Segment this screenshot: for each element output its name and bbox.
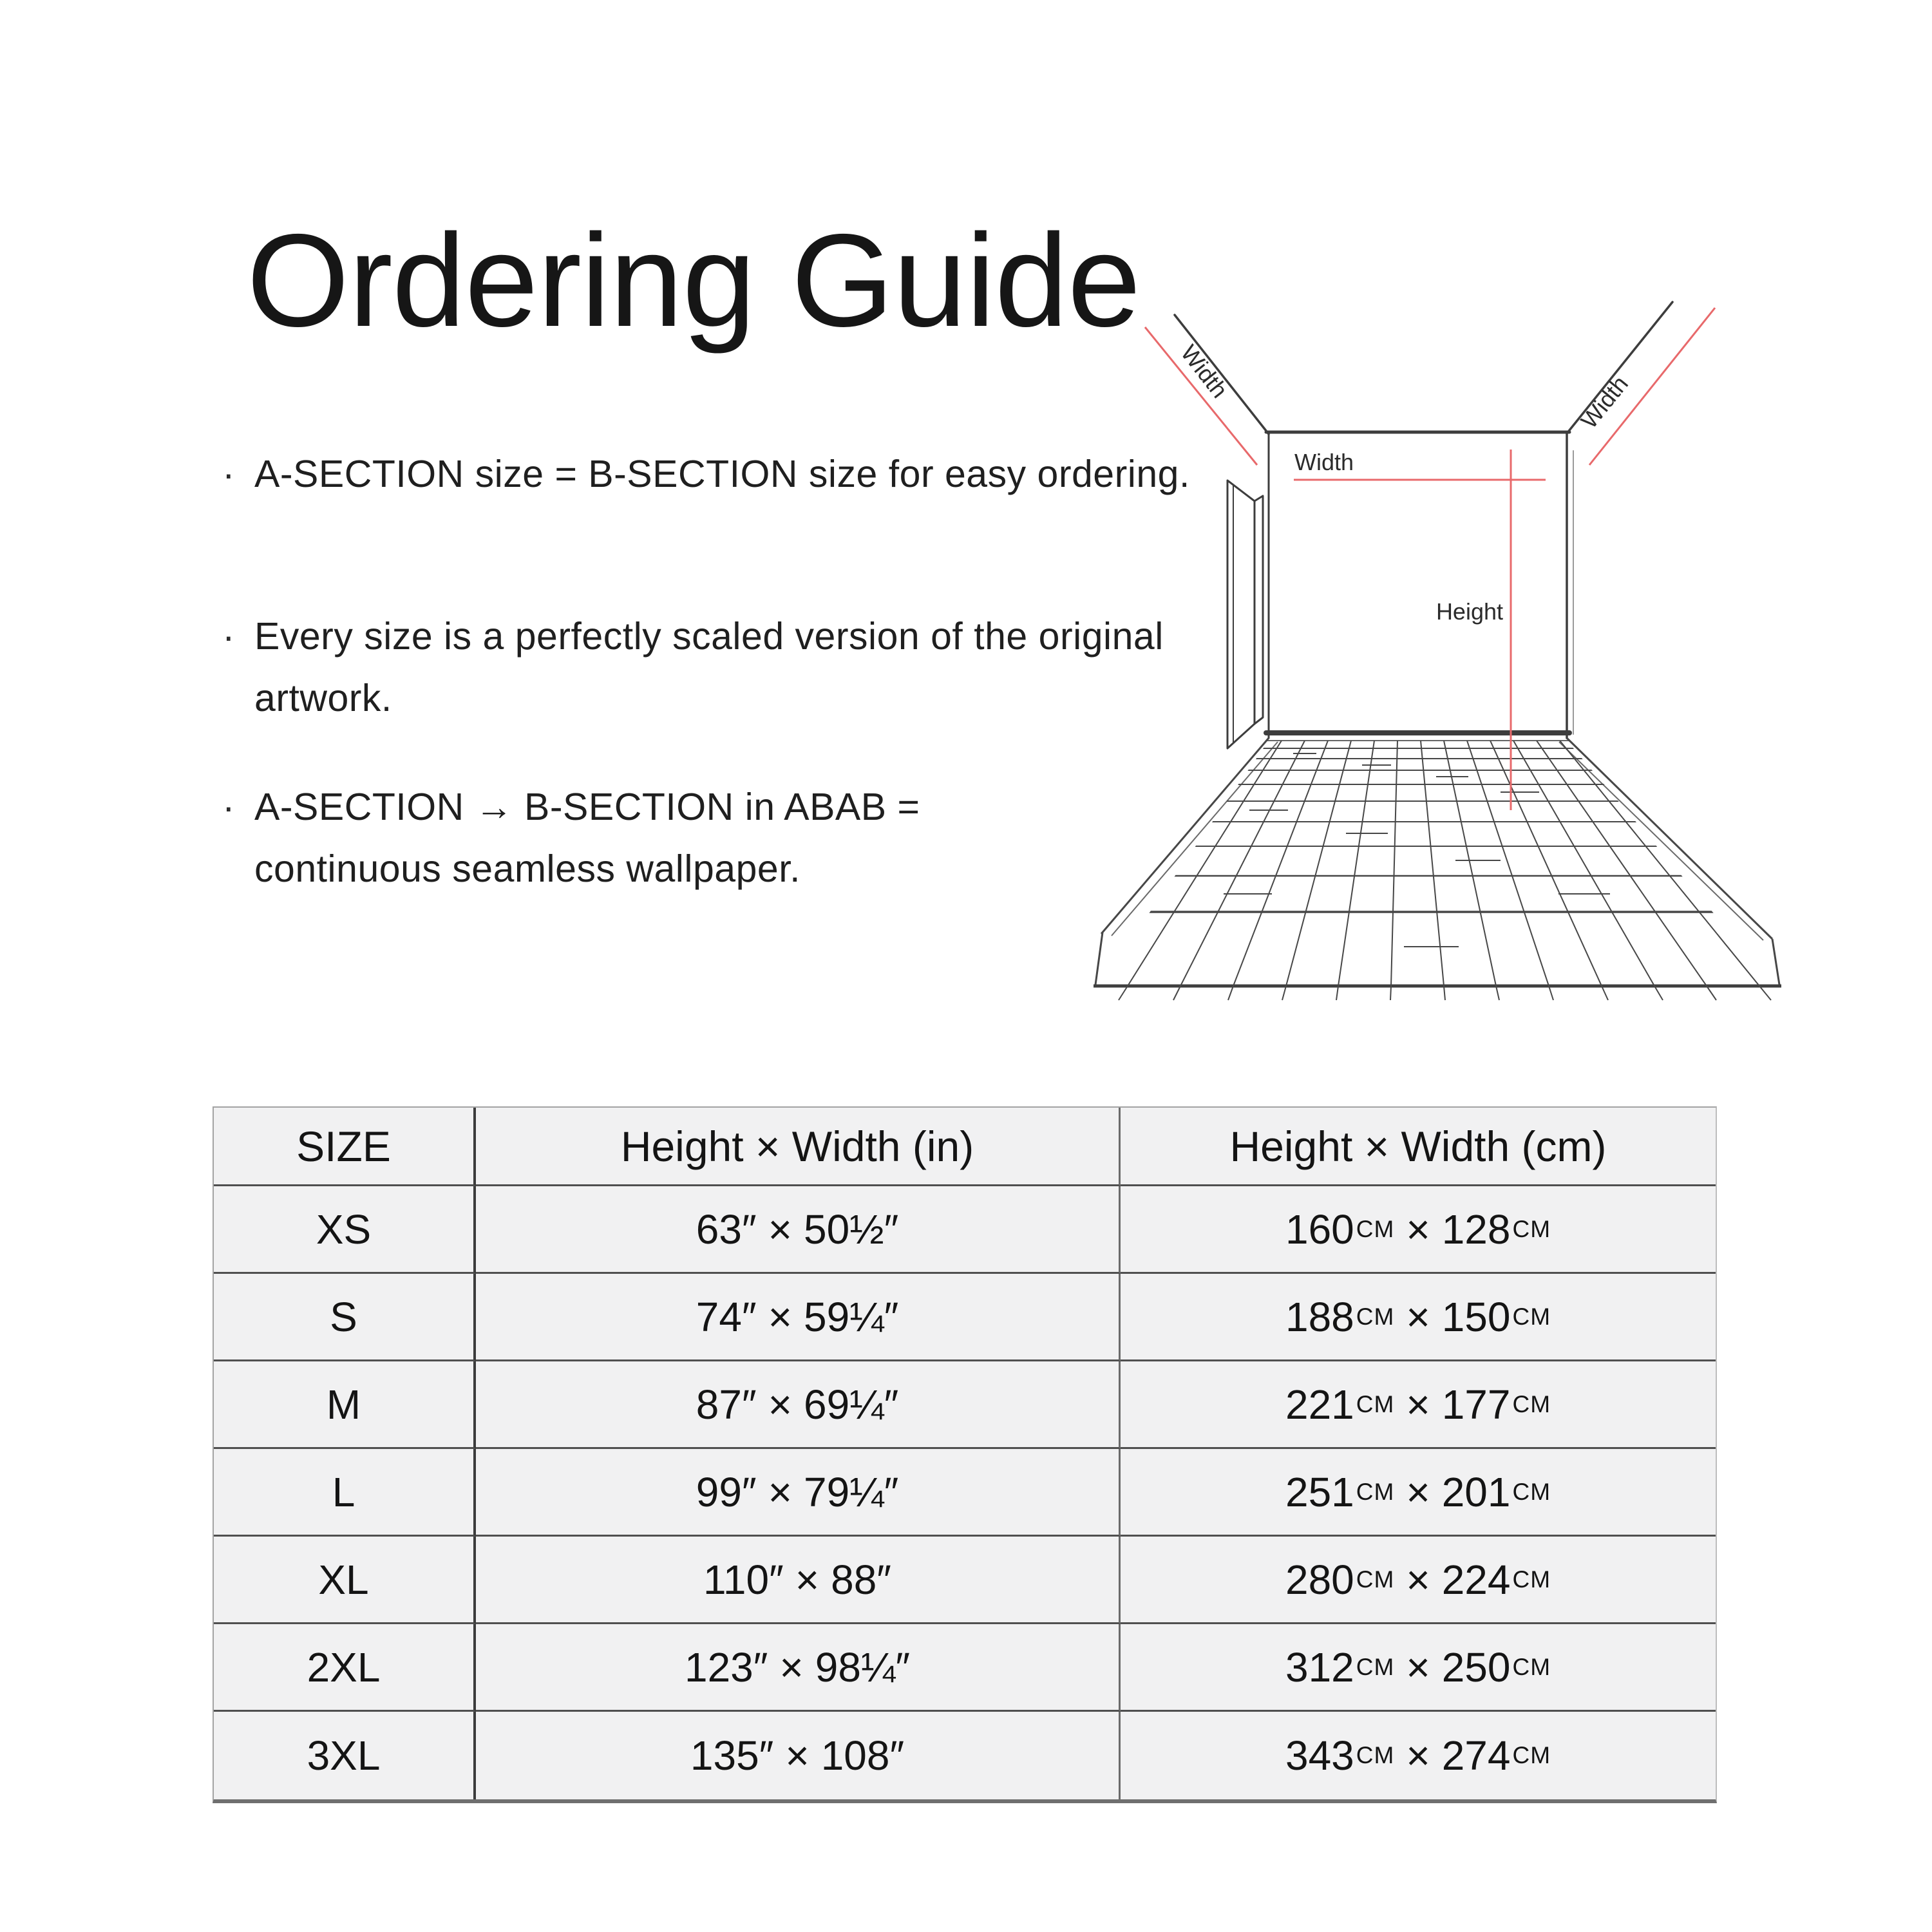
table-header-cm: Height × Width (cm) xyxy=(1121,1108,1716,1186)
bullet-marker: · xyxy=(222,786,236,828)
inches-value xyxy=(476,1624,1121,1712)
cm-unit: CM xyxy=(1512,1566,1551,1593)
bullet-text: Every size is a perfectly scaled version of the original artwork. xyxy=(254,615,1164,719)
inches-width: 50½″ xyxy=(804,1206,899,1253)
cm-value xyxy=(1121,1624,1716,1712)
bullet-marker: · xyxy=(222,615,236,658)
times-sign: × xyxy=(768,1293,792,1340)
inches-value xyxy=(476,1537,1121,1624)
floor-edge-left-inner xyxy=(1112,742,1278,936)
inches-value xyxy=(476,1186,1121,1274)
inches-width: 59¼″ xyxy=(804,1293,899,1340)
inches-width: 98¼″ xyxy=(815,1643,911,1690)
size-label: 2XL xyxy=(214,1624,476,1712)
cm-unit: CM xyxy=(1356,1653,1395,1680)
times-sign: × xyxy=(1406,1468,1430,1515)
inches-value xyxy=(476,1274,1121,1361)
cm-unit: CM xyxy=(1356,1566,1395,1593)
times-sign: × xyxy=(1406,1643,1430,1690)
door xyxy=(1227,480,1263,748)
inches-width: 69¼″ xyxy=(804,1381,899,1428)
cm-unit: CM xyxy=(1512,1303,1551,1330)
cm-height: 188 xyxy=(1285,1293,1354,1340)
cm-width: 177 xyxy=(1441,1381,1511,1428)
door-front xyxy=(1227,480,1255,748)
cm-width: 250 xyxy=(1441,1643,1511,1690)
table-header-size: SIZE xyxy=(214,1108,476,1186)
width-label-wall: Width xyxy=(1294,449,1354,475)
floor-edge-right-inner xyxy=(1559,742,1763,940)
floor-edge-right-low xyxy=(1772,939,1779,985)
cm-height: 343 xyxy=(1285,1732,1354,1779)
cm-value xyxy=(1121,1186,1716,1274)
cm-unit: CM xyxy=(1356,1303,1395,1330)
floor-edge-left xyxy=(1101,738,1269,934)
times-sign: × xyxy=(768,1381,792,1428)
inches-height: 135″ xyxy=(690,1732,774,1779)
cm-value xyxy=(1121,1537,1716,1624)
cm-width: 224 xyxy=(1441,1556,1511,1603)
inches-value xyxy=(476,1449,1121,1537)
cm-unit: CM xyxy=(1356,1478,1395,1505)
floor-edge-right xyxy=(1567,738,1772,939)
cm-unit: CM xyxy=(1356,1215,1395,1242)
times-sign: × xyxy=(1406,1293,1430,1340)
cm-unit: CM xyxy=(1356,1390,1395,1417)
size-label: XS xyxy=(214,1186,476,1274)
cm-width: 150 xyxy=(1441,1293,1511,1340)
height-label: Height xyxy=(1435,598,1503,625)
times-sign: × xyxy=(768,1206,792,1253)
size-label: M xyxy=(214,1361,476,1449)
cm-width: 128 xyxy=(1441,1206,1511,1253)
cm-unit: CM xyxy=(1512,1215,1551,1242)
size-table xyxy=(213,1106,1717,1803)
times-sign: × xyxy=(768,1468,792,1515)
cm-unit: CM xyxy=(1512,1653,1551,1680)
width-label-right: Width xyxy=(1575,370,1634,434)
table-header-inches: Height × Width (in) xyxy=(476,1108,1121,1186)
inches-height: 63″ xyxy=(696,1206,757,1253)
cm-value xyxy=(1121,1449,1716,1537)
bullet-text: A-SECTION size = B-SECTION size for easy ordering. xyxy=(254,453,1190,495)
size-label: L xyxy=(214,1449,476,1537)
times-sign: × xyxy=(1406,1206,1430,1253)
cm-height: 251 xyxy=(1285,1468,1354,1515)
cm-width: 201 xyxy=(1441,1468,1511,1515)
inches-width: 108″ xyxy=(820,1732,905,1779)
inches-value xyxy=(476,1712,1121,1799)
cm-unit: CM xyxy=(1512,1742,1551,1768)
door-side xyxy=(1255,496,1263,724)
cm-value xyxy=(1121,1361,1716,1449)
inches-width: 88″ xyxy=(831,1556,891,1603)
width-label-left: Width xyxy=(1175,339,1233,403)
times-sign: × xyxy=(1406,1381,1430,1428)
cm-height: 221 xyxy=(1285,1381,1354,1428)
bullet-text: A-SECTION → B-SECTION in ABAB = continuous seamless wallpaper. xyxy=(254,786,920,890)
times-sign: × xyxy=(1406,1556,1430,1603)
floor xyxy=(1063,738,1803,1000)
times-sign: × xyxy=(1406,1732,1430,1779)
inches-width: 79¼″ xyxy=(804,1468,899,1515)
inches-height: 99″ xyxy=(696,1468,757,1515)
size-label: 3XL xyxy=(214,1712,476,1799)
size-label: S xyxy=(214,1274,476,1361)
times-sign: × xyxy=(785,1732,810,1779)
bullet-marker: · xyxy=(222,453,236,495)
cm-unit: CM xyxy=(1356,1742,1395,1768)
inches-value xyxy=(476,1361,1121,1449)
size-label: XL xyxy=(214,1537,476,1624)
cm-width: 274 xyxy=(1441,1732,1511,1779)
cm-unit: CM xyxy=(1512,1478,1551,1505)
times-sign: × xyxy=(795,1556,820,1603)
cm-height: 160 xyxy=(1285,1206,1354,1253)
inches-height: 123″ xyxy=(684,1643,768,1690)
inches-height: 87″ xyxy=(696,1381,757,1428)
inches-height: 74″ xyxy=(696,1293,757,1340)
floor-front-ticks xyxy=(1119,986,1771,1000)
page-title: Ordering Guide xyxy=(247,207,1141,354)
inches-height: 110″ xyxy=(703,1556,784,1603)
cm-unit: CM xyxy=(1512,1390,1551,1417)
cm-height: 312 xyxy=(1285,1643,1354,1690)
cm-value xyxy=(1121,1712,1716,1799)
cm-value xyxy=(1121,1274,1716,1361)
cm-height: 280 xyxy=(1285,1556,1354,1603)
floor-edge-left-low xyxy=(1095,933,1103,985)
times-sign: × xyxy=(779,1643,804,1690)
